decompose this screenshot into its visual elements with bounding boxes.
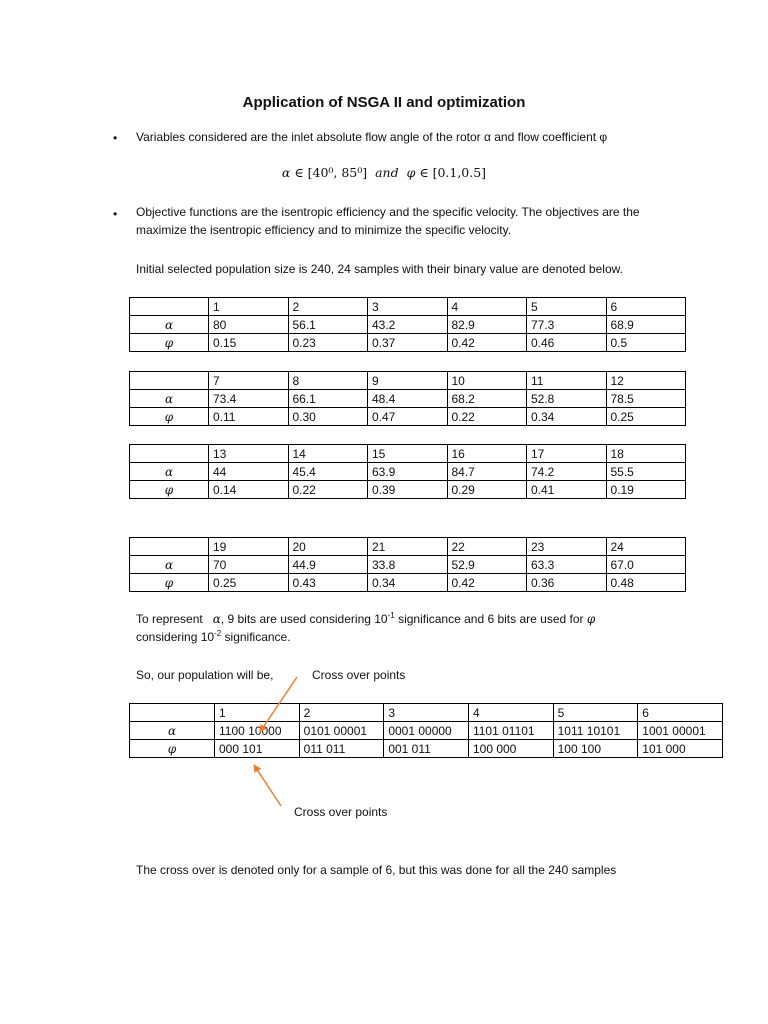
row-label-alpha: α [130,722,215,740]
table-header-cell: 22 [447,538,527,556]
table-cell: 48.4 [368,390,448,408]
exponent: -1 [387,611,395,620]
table-cell: 55.5 [606,463,686,481]
table-header-cell: 18 [606,445,686,463]
table-cell: 0.22 [447,408,527,426]
representation-text: significance. [221,630,291,644]
table-cell: 44 [209,463,289,481]
population-intro-text: Initial selected population size is 240, 24 samples with their binary value are denoted below. [136,262,623,276]
table-cell: 001 011 [384,740,469,758]
table-cell: 0.42 [447,574,527,592]
table-cell: 78.5 [606,390,686,408]
page-title: Application of NSGA II and optimization [242,94,526,111]
table-cell: 101 000 [638,740,723,758]
table-header-cell: 16 [447,445,527,463]
representation-text: significance and 6 bits are used for [394,612,584,626]
table-cell: 000 101 [215,740,300,758]
row-label-alpha: α [130,390,209,408]
table-cell: 0.34 [527,408,607,426]
table-cell: 0.30 [288,408,368,426]
table-header-cell: 5 [553,704,638,722]
cross-over-label-bottom: Cross over points [294,805,388,819]
table-cell: 56.1 [288,316,368,334]
table-cell: 66.1 [288,390,368,408]
row-label-alpha: α [130,316,209,334]
table-cell: 0.43 [288,574,368,592]
table-cell: 82.9 [447,316,527,334]
table-header-cell: 14 [288,445,368,463]
row-label-phi: φ [130,334,209,352]
alpha-symbol: α [281,165,291,180]
table-header-cell: 19 [209,538,289,556]
table-cell: 011 011 [299,740,384,758]
table-header-cell: 8 [288,372,368,390]
table-cell: 0.25 [209,574,289,592]
table-cell: 100 000 [468,740,553,758]
table-header-cell: 21 [368,538,448,556]
phi-symbol: φ [586,612,596,626]
table-cell: 43.2 [368,316,448,334]
table-header-cell: 9 [368,372,448,390]
table-header-cell: 3 [368,298,448,316]
exponent: -2 [214,629,222,638]
row-label-phi: φ [130,740,215,758]
table-cell: 1011 10101 [553,722,638,740]
table-header-cell: 3 [384,704,469,722]
bullet-marker: • [113,207,118,221]
table-cell: 0.48 [606,574,686,592]
table-header-cell: 6 [606,298,686,316]
phi-symbol: φ [406,165,416,180]
bullet-marker: • [113,131,118,145]
table-header-cell: 23 [527,538,607,556]
table-header-cell: 15 [368,445,448,463]
variables-text: Variables considered are the inlet absolute flow angle of the rotor α and flow coefficient φ [136,130,608,144]
table-cell: 44.9 [288,556,368,574]
cross-over-arrow-bottom [254,765,281,806]
table-cell: 0.11 [209,408,289,426]
objectives-text-line2: maximize the isentropic efficiency and to minimize the specific velocity. [136,223,512,237]
table-cell: 73.4 [209,390,289,408]
table-cell: 0101 00001 [299,722,384,740]
table-header-cell: 10 [447,372,527,390]
table-header-cell: 12 [606,372,686,390]
table-cell: 0.22 [288,481,368,499]
table-cell: 0.25 [606,408,686,426]
alpha-range: [40⁰, 85⁰] [307,165,368,180]
table-cell: 0.39 [368,481,448,499]
table-header-cell: 11 [527,372,607,390]
table-cell: 0001 00000 [384,722,469,740]
row-label-phi: φ [130,481,209,499]
table-cell: 0.19 [606,481,686,499]
table-cell: 1101 01101 [468,722,553,740]
cross-over-arrow-top [260,677,297,732]
table-header-cell: 20 [288,538,368,556]
table-header-cell: 2 [288,298,368,316]
cross-over-label-top: Cross over points [312,668,406,682]
footer-note: The cross over is denoted only for a sample of 6, but this was done for all the 240 samples [136,863,617,877]
table-cell: 1100 10000 [215,722,300,740]
table-cell: 77.3 [527,316,607,334]
and-word: and [375,165,399,180]
table-header-cell: 5 [527,298,607,316]
table-cell: 0.23 [288,334,368,352]
population-label: So, our population will be, [136,668,274,682]
table-cell: 67.0 [606,556,686,574]
table-header-cell: 1 [215,704,300,722]
table-cell: 0.14 [209,481,289,499]
table-cell: 70 [209,556,289,574]
representation-text: , 9 bits are used considering 10 [220,612,388,626]
table-header-cell: 6 [638,704,723,722]
row-label-alpha: α [130,463,209,481]
table-cell: 63.3 [527,556,607,574]
table-header-cell: 13 [209,445,289,463]
table-cell: 0.15 [209,334,289,352]
table-cell: 33.8 [368,556,448,574]
table-header-cell: 24 [606,538,686,556]
table-header-cell: 4 [468,704,553,722]
table-cell: 52.9 [447,556,527,574]
table-header-cell: 7 [209,372,289,390]
table-cell: 68.2 [447,390,527,408]
table-cell: 84.7 [447,463,527,481]
table-cell: 0.5 [606,334,686,352]
table-cell: 0.41 [527,481,607,499]
table-header-cell: 1 [209,298,289,316]
table-cell: 100 100 [553,740,638,758]
table-cell: 0.47 [368,408,448,426]
row-label-phi: φ [130,408,209,426]
table-cell: 63.9 [368,463,448,481]
table-header-cell: 2 [299,704,384,722]
element-of-symbol: ∈ [419,165,429,180]
table-cell: 1001 00001 [638,722,723,740]
table-cell: 74.2 [527,463,607,481]
table-cell: 68.9 [606,316,686,334]
table-cell: 0.36 [527,574,607,592]
table-cell: 0.37 [368,334,448,352]
table-header-cell: 17 [527,445,607,463]
objectives-text-line1: Objective functions are the isentropic efficiency and the specific velocity. The objectives are the [136,205,640,219]
representation-text: considering 10 [136,630,215,644]
phi-range: [0.1,0.5] [432,165,487,180]
row-label-alpha: α [130,556,209,574]
table-cell: 0.42 [447,334,527,352]
table-header-cell: 4 [447,298,527,316]
table-cell: 0.46 [527,334,607,352]
alpha-symbol: α [212,612,221,626]
representation-text: To represent [136,612,203,626]
table-cell: 0.29 [447,481,527,499]
table-cell: 80 [209,316,289,334]
row-label-phi: φ [130,574,209,592]
table-cell: 0.34 [368,574,448,592]
table-cell: 45.4 [288,463,368,481]
table-cell: 52.8 [527,390,607,408]
element-of-symbol: ∈ [294,165,304,180]
